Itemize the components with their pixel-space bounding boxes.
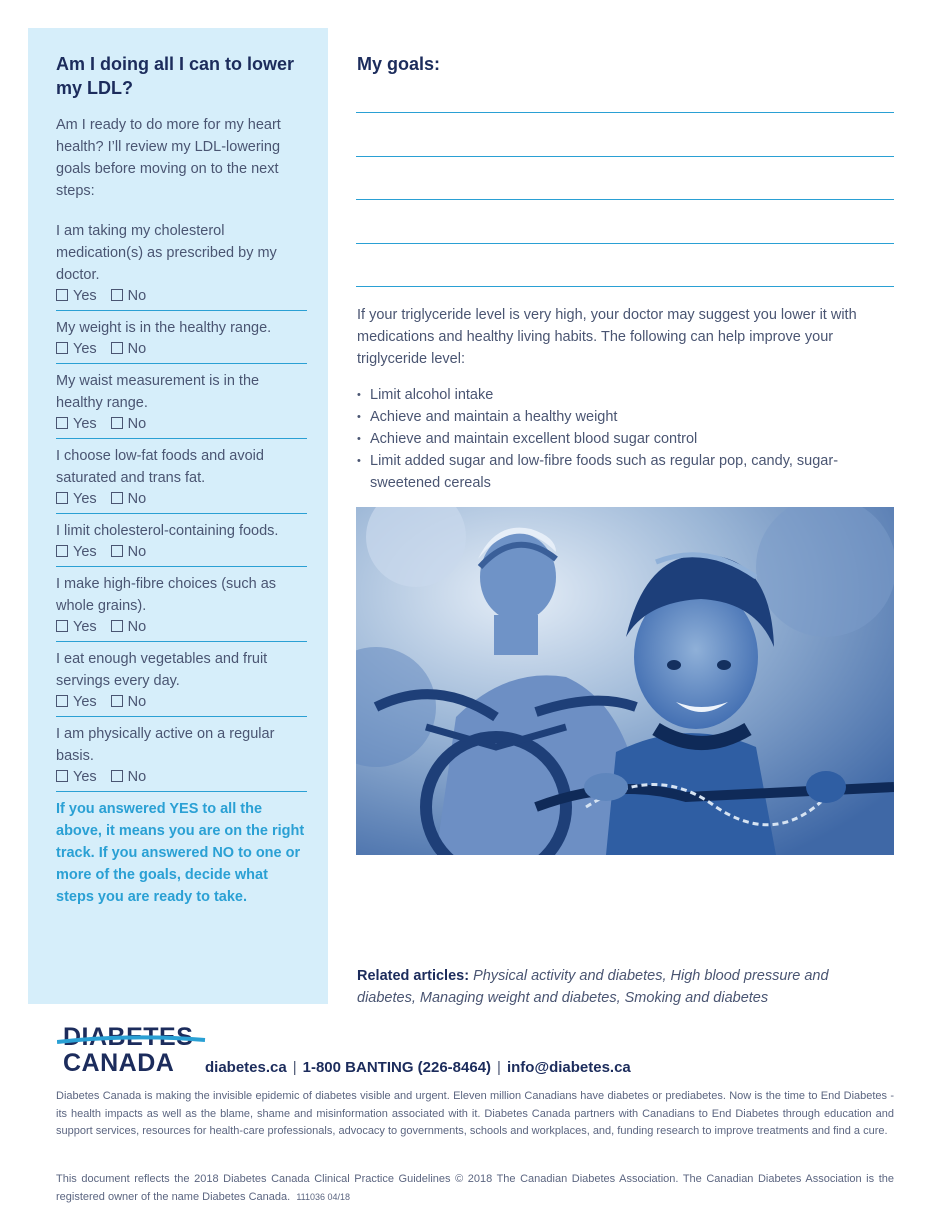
goal-writing-line[interactable] (356, 156, 894, 157)
tip-item: • Limit added sugar and low-fibre foods such as regular pop, candy, sugar-sweetened cereals (357, 450, 887, 494)
yes-checkbox[interactable] (56, 417, 68, 429)
yes-no-options (56, 414, 307, 435)
yes-no-options (56, 767, 307, 788)
related-articles-label: Related articles: (357, 968, 470, 984)
contact-separator: | (497, 1059, 501, 1076)
question-text: My waist measurement is in the healthy range. (56, 373, 260, 411)
yes-label: Yes (73, 416, 97, 432)
no-checkbox[interactable] (111, 695, 123, 707)
yes-checkbox[interactable] (56, 289, 68, 301)
question-text: I choose low-fat foods and avoid saturated and trans fat. (56, 448, 264, 486)
checklist-question (56, 514, 307, 567)
yes-label: Yes (73, 544, 97, 560)
question-text: I eat enough vegetables and fruit servings every day. (56, 651, 268, 689)
ldl-checklist-content (56, 52, 307, 908)
yes-checkbox[interactable] (56, 492, 68, 504)
yes-no-options (56, 489, 307, 510)
logo-word-1: DIABETES (63, 1023, 194, 1051)
contact-bar (205, 1058, 631, 1078)
no-checkbox[interactable] (111, 492, 123, 504)
no-label: No (127, 694, 147, 710)
no-label: No (127, 341, 147, 357)
phone-link[interactable]: 1-800 BANTING (226-8464) (302, 1059, 492, 1076)
copyright-disclaimer (56, 1171, 894, 1206)
yes-label: Yes (73, 619, 97, 635)
no-checkbox[interactable] (111, 770, 123, 782)
yes-checkbox[interactable] (56, 342, 68, 354)
checklist-question (56, 212, 307, 311)
goal-writing-line[interactable] (356, 112, 894, 113)
diabetes-canada-logo (57, 1024, 202, 1076)
logo-word-2: CANADA (63, 1049, 175, 1077)
website-link[interactable]: diabetes.ca (205, 1059, 287, 1076)
tip-item: • Achieve and maintain excellent blood sugar control (357, 428, 887, 450)
yes-label: Yes (73, 694, 97, 710)
checklist-question (56, 717, 307, 792)
logo-swoosh-icon (57, 1032, 207, 1048)
ldl-checklist-panel (28, 28, 328, 1004)
yes-no-options (56, 339, 307, 360)
checklist-question (56, 567, 307, 642)
yes-no-options (56, 617, 307, 638)
tip-item: • Limit alcohol intake (357, 384, 887, 406)
related-articles (357, 965, 877, 1009)
no-label: No (127, 288, 147, 304)
checklist-question (56, 364, 307, 439)
yes-checkbox[interactable] (56, 770, 68, 782)
answer-note: If you answered YES to all the above, it means you are on the right track. If you answered NO to one or more of the goals, decide what steps you are ready to take. (56, 801, 305, 905)
triglyceride-paragraph: If your triglyceride level is very high, your doctor may suggest you lower it with medications and healthy living habits. The following can help improve your triglyceride level: (357, 307, 857, 367)
yes-no-options (56, 692, 307, 713)
no-label: No (127, 769, 147, 785)
no-label: No (127, 491, 147, 507)
mission-statement: Diabetes Canada is making the invisible epidemic of diabetes visible and urgent. Eleven million Canadians have diabetes or prediabetes. Now is the time to End Diabetes - its health impacts as well as the blame, shame and misinformation associated with it. Diabetes Canada partners with Canadians to End Diabetes through education and support services, resources for health-care professionals, advocacy to governments, schools and workplaces, and, funding research to improve treatments and find a cure. (56, 1090, 894, 1137)
yes-label: Yes (73, 491, 97, 507)
question-text: I make high-fibre choices (such as whole grains). (56, 576, 277, 614)
checklist-question (56, 311, 307, 364)
contact-separator: | (292, 1059, 297, 1076)
tip-item: • Achieve and maintain a healthy weight (357, 406, 887, 428)
goals-title: My goals: (357, 54, 441, 74)
checklist-title: Am I doing all I can to lower my LDL? (56, 54, 295, 98)
yes-checkbox[interactable] (56, 620, 68, 632)
related-articles-list[interactable]: Physical activity and diabetes, High blood pressure and diabetes, Managing weight and diabetes, Smoking and diabetes (357, 968, 829, 1006)
yes-checkbox[interactable] (56, 545, 68, 557)
yes-label: Yes (73, 341, 97, 357)
goal-writing-line[interactable] (356, 199, 894, 200)
goal-writing-line[interactable] (356, 286, 894, 287)
yes-label: Yes (73, 769, 97, 785)
triglyceride-tips-list (357, 384, 887, 494)
yes-no-options (56, 286, 307, 307)
no-checkbox[interactable] (111, 342, 123, 354)
question-text: I limit cholesterol-containing foods. (56, 523, 279, 539)
yes-no-options (56, 542, 307, 563)
no-label: No (127, 416, 147, 432)
disclaimer-text: This document reflects the 2018 Diabetes Canada Clinical Practice Guidelines © 2018 The Canadian Diabetes Association. The Canadian Diabetes Association is the registered owner of the name Diabetes Canada. (56, 1173, 894, 1203)
checklist-question (56, 642, 307, 717)
yes-checkbox[interactable] (56, 695, 68, 707)
question-text: I am physically active on a regular basis. (56, 726, 275, 764)
no-checkbox[interactable] (111, 289, 123, 301)
no-checkbox[interactable] (111, 620, 123, 632)
no-checkbox[interactable] (111, 545, 123, 557)
no-label: No (127, 544, 147, 560)
question-list (56, 212, 307, 792)
no-label: No (127, 619, 147, 635)
no-checkbox[interactable] (111, 417, 123, 429)
yes-label: Yes (73, 288, 97, 304)
checklist-intro: Am I ready to do more for my heart health? I’ll review my LDL-lowering goals before moving on to the next steps: (56, 117, 281, 199)
checklist-question (56, 439, 307, 514)
goal-writing-line[interactable] (356, 243, 894, 244)
father-son-biking-photo (356, 507, 894, 855)
question-text: My weight is in the healthy range. (56, 320, 272, 336)
email-link[interactable]: info@diabetes.ca (506, 1059, 631, 1076)
document-code: 111036 04/18 (296, 1191, 351, 1202)
question-text: I am taking my cholesterol medication(s) as prescribed by my doctor. (56, 223, 277, 283)
